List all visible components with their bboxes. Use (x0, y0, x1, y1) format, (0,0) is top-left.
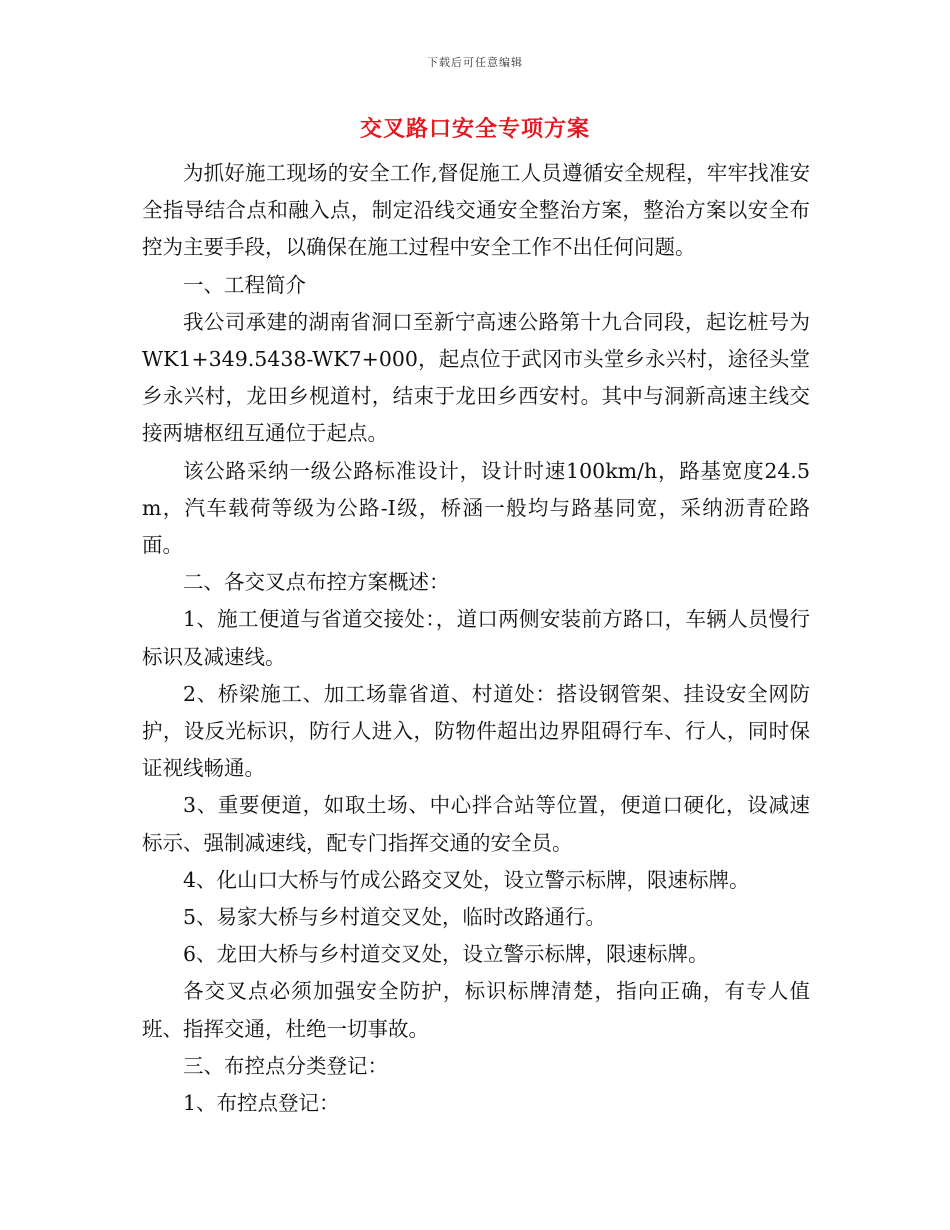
paragraph-intro: 为抓好施工现场的安全工作,督促施工人员遵循安全规程，牢牢找准安全指导结合点和融入点，制定沿线交通安全整治方案，整治方案以安全布控为主要手段，以确保在施工过程中安全工作不出任何问题。 (142, 161, 810, 260)
paragraph-project-location: 我公司承建的湖南省洞口至新宁高速公路第十九合同段，起讫桩号为WK1+349.5438-WK7+000，起点位于武冈市头堂乡永兴村，途径头堂乡永兴村，龙田乡枧道村，结束于龙田乡西安村。其中与洞新高速主线交接两塘枢纽互通位于起点。 (142, 309, 810, 446)
section-heading-project-overview: 一、工程简介 (183, 272, 306, 297)
header-note: 下载后可任意编辑 (427, 56, 523, 69)
document-title: 交叉路口安全专项方案 (359, 116, 590, 142)
section-heading-control-plan: 二、各交叉点布控方案概述： (183, 570, 450, 595)
subheading-control-point-registration: 1、布控点登记： (183, 1091, 340, 1116)
document-body (142, 155, 810, 1122)
list-item-5: 5、易家大桥与乡村道交叉处，临时改路通行。 (183, 905, 607, 930)
section-heading-registration: 三、布控点分类登记： (183, 1053, 388, 1078)
list-item-3: 3、重要便道，如取土场、中心拌合站等位置，便道口硬化，设减速标示、强制减速线，配专门指挥交通的安全员。 (142, 793, 810, 855)
paragraph-road-standard: 该公路采纳一级公路标准设计，设计时速100km/h，路基宽度24.5m，汽车载荷等级为公路-I级，桥涵一般均与路基同宽，采纳沥青砼路面。 (142, 458, 810, 558)
paragraph-summary: 各交叉点必须加强安全防护，标识标牌清楚，指向正确，有专人值班、指挥交通，杜绝一切事故。 (142, 979, 810, 1041)
list-item-4: 4、化山口大桥与竹成公路交叉处，设立警示标牌，限速标牌。 (183, 867, 750, 892)
list-item-2: 2、桥梁施工、加工场靠省道、村道处：搭设钢管架、挂设安全网防护，设反光标识，防行人进入，防物件超出边界阻碍行车、行人，同时保证视线畅通。 (142, 681, 810, 781)
list-item-1: 1、施工便道与省道交接处：，道口两侧安装前方路口，车辆人员慢行标识及减速线。 (142, 607, 810, 669)
list-item-6: 6、龙田大桥与乡村道交叉处，设立警示标牌，限速标牌。 (183, 942, 709, 967)
